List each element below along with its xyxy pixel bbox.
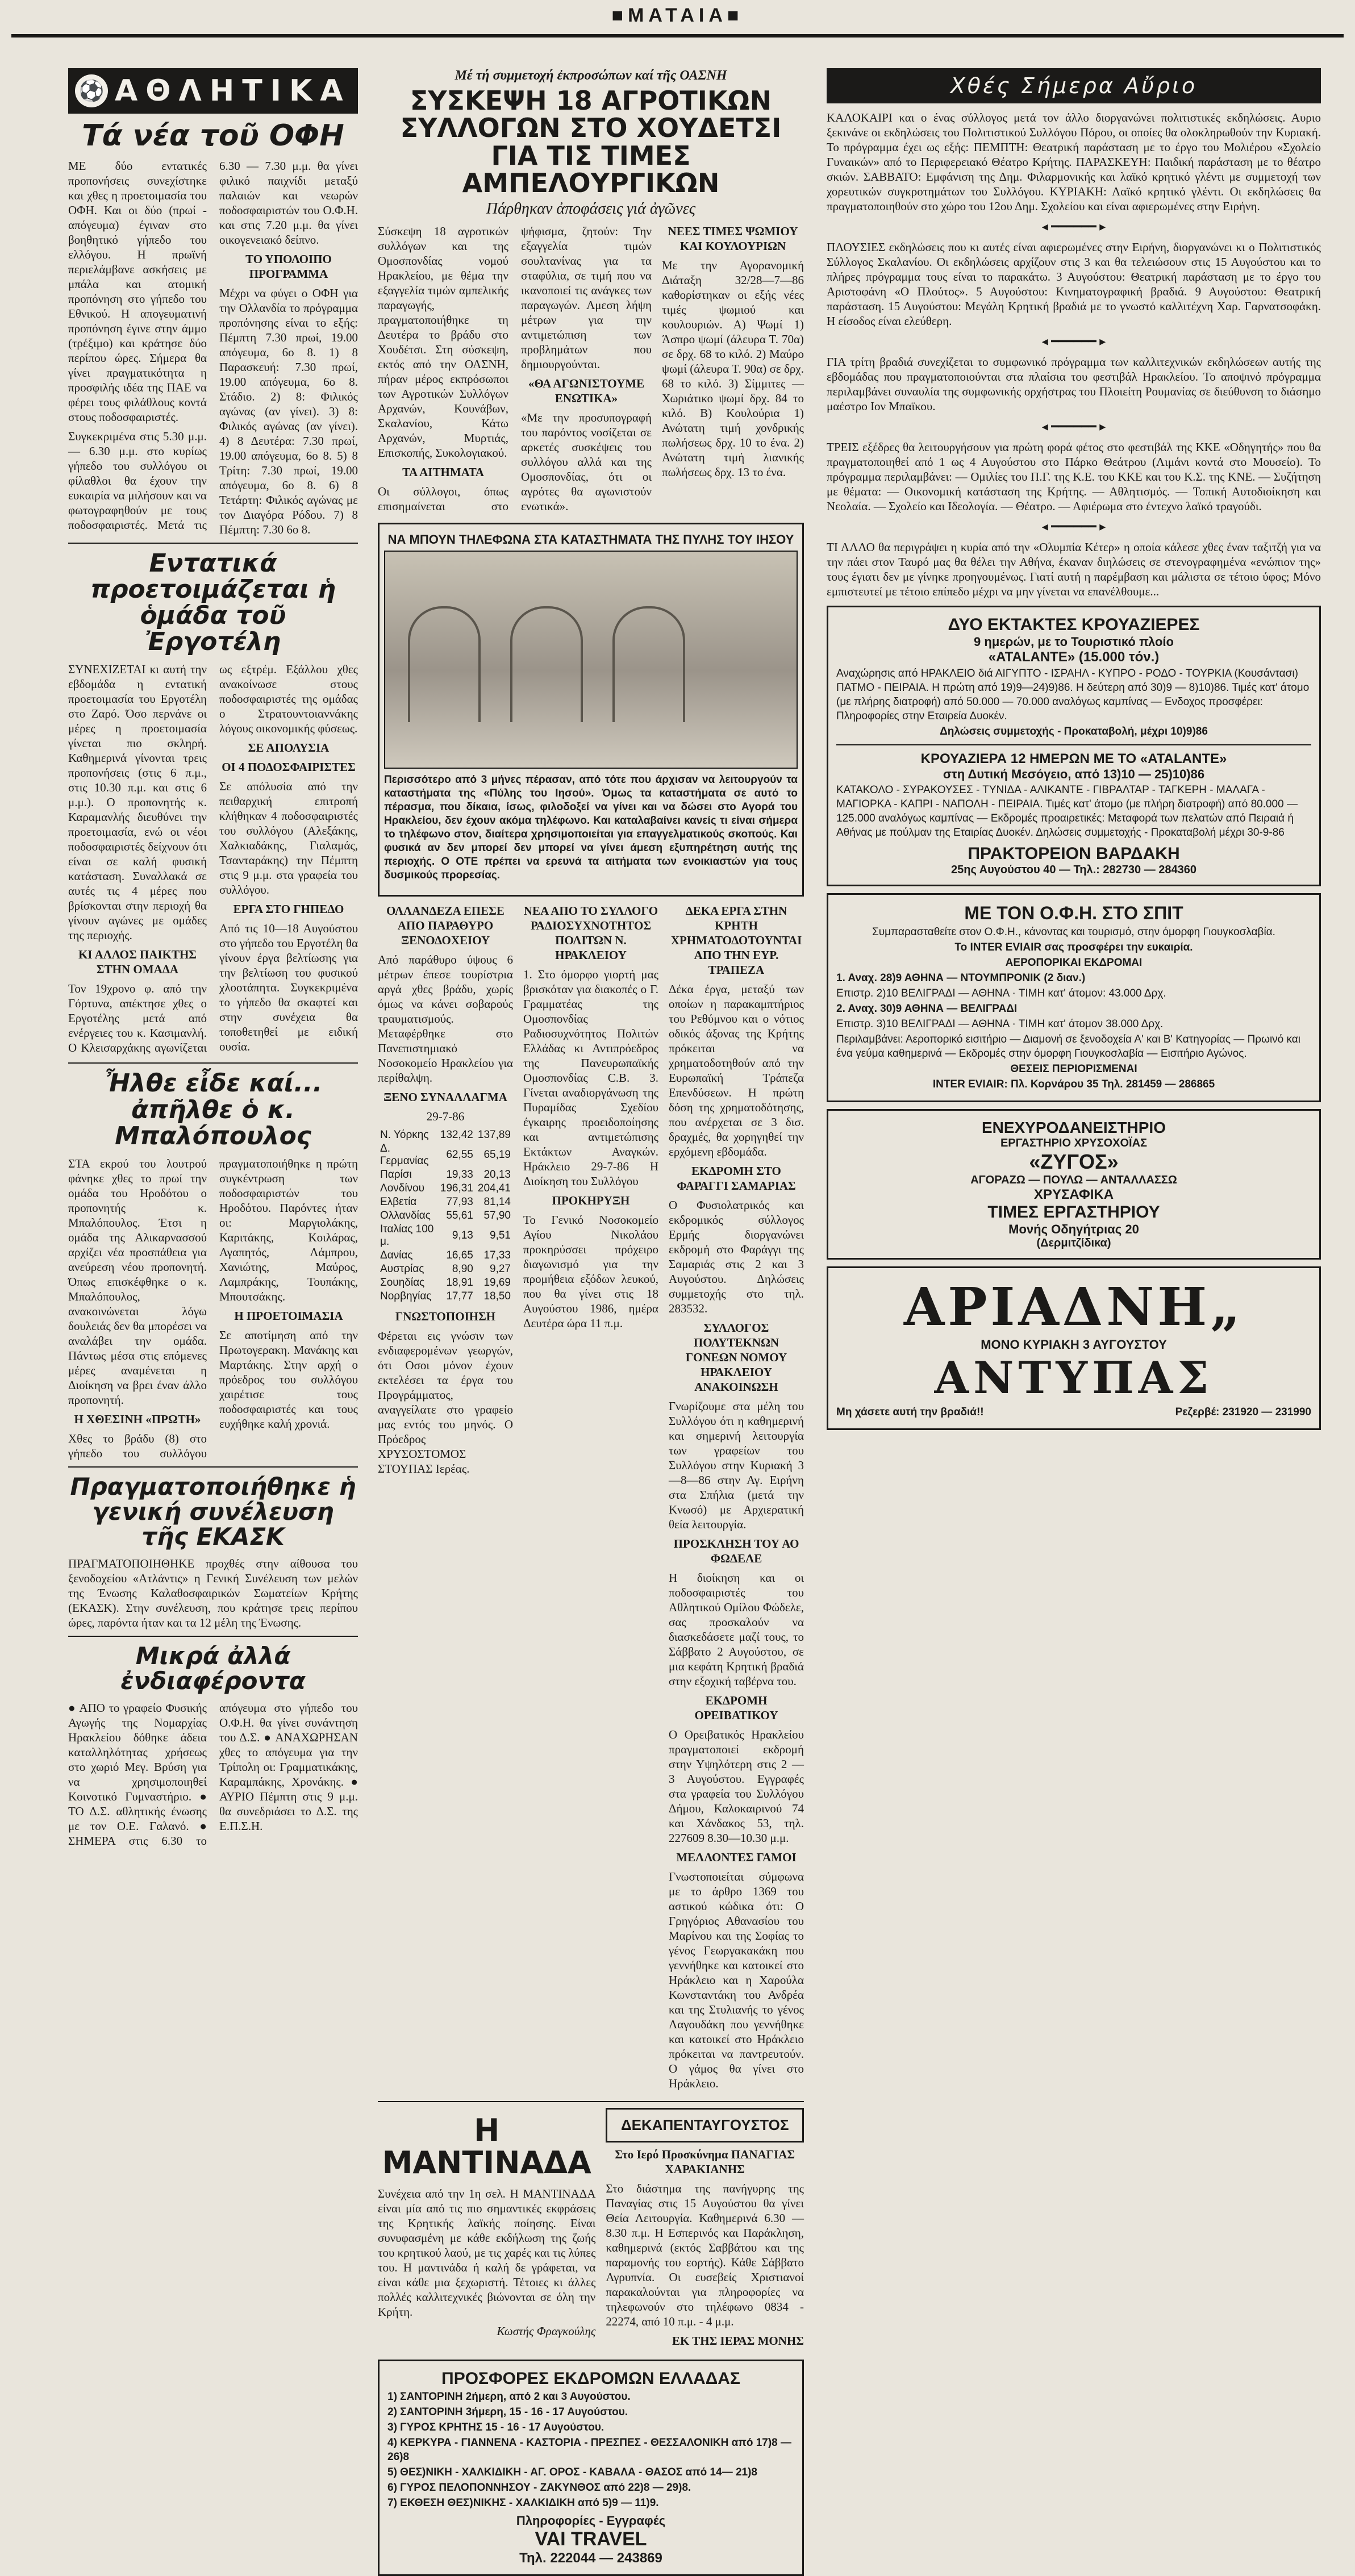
deka-text: Δέκα έργα, μεταξύ των οποίων η παρακαμπτήριος του Ρεθύμνου και ο νότιος οδικός άξονας της Κρήτης πρόκειται να χρηματοδοτηθούν από την Ευρωπαϊκή Τράπεζα Επενδύσεων. Η πρώτη δόση της χρηματοδότησης, που ανέρχεται σε 3 δισ. δραχμές, θα χορηγηθεί την ερχόμενη εβδομάδα. [669, 982, 804, 1159]
radio-title: ΝΕΑ ΑΠΟ ΤΟ ΣΥΛΛΟΓΟ ΡΑΔΙΟΣΥΧΝΟΤΗΤΟΣ ΠΟΛΙΤΩΝ Ν. ΗΡΑΚΛΕΙΟΥ [523, 904, 658, 962]
mantinada-author: Κωστής Φραγκούλης [497, 2324, 596, 2338]
fx-currency: Λονδίνου [380, 1182, 425, 1195]
ariadni-place: ΑΝΤΥΠΑΣ [934, 1352, 1214, 1404]
bread-prices-title: ΝΕΕΣ ΤΙΜΕΣ ΨΩΜΙΟΥ ΚΑΙ ΚΟΥΛΟΥΡΙΩΝ [668, 224, 798, 253]
fx-sell: 65,19 [483, 1149, 511, 1161]
fx-sell: 57,90 [483, 1210, 511, 1222]
vardaki-title: ΠΡΑΚΤΟΡΕΙΟΝ ΒΑΡΔΑΚΗ [968, 844, 1180, 863]
arch-shape [612, 606, 685, 722]
agency-phone: Τηλ. 222044 — 243869 [519, 2550, 662, 2566]
fx-sell: 18,50 [483, 1290, 511, 1303]
fx-sell: 19,69 [483, 1277, 511, 1289]
zygos-line-1: ΑΓΟΡΑΖΩ — ΠΟΥΛΩ — ΑΝΤΑΛΛΑΣΣΩ [970, 1174, 1177, 1186]
excursion-item: 4) ΚΕΡΚΥΡΑ - ΓΙΑΝΝΕΝΑ - ΚΑΣΤΟΡΙΑ - ΠΡΕΣΠΕΣ - ΘΕΣΣΑΛΟΝΙΚΗ από 17)8 — 26)8 [387, 2437, 792, 2464]
dekapenta-sub: Στο Ιερό Προσκύνημα ΠΑΝΑΓΙΑΣ ΧΑΡΑΚΙΑΝΗΣ [615, 2148, 795, 2177]
fx-currency: Παρίσι [380, 1169, 412, 1181]
fx-sell: 17,33 [483, 1249, 511, 1262]
middle-left-stack [378, 903, 513, 2095]
radio-text: 1. Στο όμορφο γιορτή μας βρισκόταν για διακοπές ο Γ. Γραμματέας της Ομοσπονδίας Ραδιοσυχνότητος Πολιτών Ελλάδας κι Αντιπρόεδρος της Πανευρωπαϊκής Ομοσπονδίας C.B. 3. Γίνεται αναδιοργάνωση της Πυραμίδας Σχεδίου έγκαιρης προειδοποίησης και αντιμετώπισης Εκτάκτων Αναγκών. Ηράκλειο 29-7-86 Η Διοίκηση του Συλλόγου [523, 968, 658, 1189]
zygos-line-3: ΤΙΜΕΣ ΕΡΓΑΣΤΗΡΙΟΥ [987, 1203, 1160, 1222]
middle-center-stack [523, 903, 658, 2095]
fx-row [378, 1249, 513, 1262]
zygos-ad [827, 1109, 1321, 1260]
today-text-4: ΤΡΕΙΣ εξέδρες θα λειτουργήσουν για πρώτη φορά φέτος στο φεστιβάλ της ΚΚΕ «Οδηγητής» που θα πραγματοποιηθεί από 1 ως 4 Αυγούστου στο Πάρκο Θεάτρου (Λιμάνι κοντά στο Μουσείο). Το πρόγραμμα περιλαμβάνει: — Ομιλίες του Π.Γ. της Κ.Ε. του ΚΚΕ και του Κ.Σ. της ΚΝΕ. — Συζήτηση με θέματα: — Οικονομική κατάσταση της Κρήτης. — Αθλητισμός. — Τοπική Αυτοδιοίκηση και Νεολαία. — Σχολείο και Ιδεολογία. — Θέατρο. — Αφιέρωμα στο έντεχνο λαϊκό τραγούδι. [827, 440, 1321, 513]
fx-row [378, 1209, 513, 1223]
lead-headline: ΣΥΣΚΕΨΗ 18 ΑΓΡΟΤΙΚΩΝ ΣΥΛΛΟΓΩΝ ΣΤΟ ΧΟΥΔΕΤΣΙ ΓΙΑ ΤΙΣ ΤΙΜΕΣ ΑΜΠΕΛΟΥΡΓΙΚΩΝ [400, 85, 782, 198]
ofi-program-title: ΤΟ ΥΠΟΛΟΙΠΟ ΠΡΟΓΡΑΜΜΑ [245, 252, 332, 281]
middle-right-stack [669, 903, 804, 2095]
zygos-address: Μονής Οδηγήτριας 20 [1008, 1222, 1139, 1236]
baldoupoulos-article [68, 1156, 358, 1461]
divider-arrows-icon: ◂ ━━━━━━ ▸ [1041, 419, 1106, 433]
split-offer: Το INTER EVIAIR σας προσφέρει την ευκαιρία. [954, 941, 1193, 953]
ariadni-ad [827, 1266, 1321, 1430]
fx-currency: Αυστρίας [380, 1263, 424, 1276]
today-text-2: ΠΛΟΥΣΙΕΣ εκδηλώσεις που κι αυτές είναι αφιερωμένες στην Ειρήνη, διοργανώνει κι ο Πολιτιστικός Σύλλογος Σκαλανίου. Οι εκδηλώσεις αρχίζουν στις 3 και θα τελειώσουν στις 15 Αυγούστου και το πλήρες πρόγραμμα τους είναι το παρακάτω. 3 Αυγούστου: Θεατρική παράσταση με το έργο του Αριστοφάνη «Ο Πλούτος». 5 Αυγούστου: Κινηματογραφική βραδιά. 9 Αυγούστου: Θεατρική παράσταση. 15 Αυγούστου: Μεγάλη Κρητική βραδιά με το γνωστό καλλιτέχνη Χαρ. Γαρνατσοφάκη. Η είσοδος είναι ελεύθερη. [827, 240, 1321, 328]
ariadni-tagline: Μη χάσετε αυτή την βραδιά!! [836, 1406, 984, 1418]
fx-row [378, 1142, 513, 1168]
fx-buy: 9,13 [452, 1229, 473, 1242]
excursions-info: Πληροφορίες - Εγγραφές [516, 2514, 666, 2528]
arch-shape [408, 606, 481, 722]
fx-row [378, 1276, 513, 1290]
lead-kicker: Μέ τή συμμετοχή ἐκπροσώπων καί τῆς ΟΑΣΝΗ [455, 68, 727, 83]
ariadni-sub: ΜΟΝΟ ΚΥΡΙΑΚΗ 3 ΑΥΓΟΥΣΤΟΥ [981, 1337, 1167, 1352]
sports-column [68, 68, 358, 2010]
proetoimasia-title: Η ΠΡΟΕΤΟΙΜΑΣΙΑ [234, 1308, 343, 1323]
cruises-ship: «ATALANTE» (15.000 τόν.) [988, 649, 1160, 665]
excursions-title: ΠΡΟΣΦΟΡΕΣ ΕΚΔΡΟΜΩΝ ΕΛΛΑΔΑΣ [441, 2369, 740, 2389]
excursion-item: 3) ΓΥΡΟΣ ΚΡΗΤΗΣ 15 - 16 - 17 Αυγούστου. [387, 2421, 604, 2434]
aitimata-title: ΤΑ ΑΙΤΗΜΑΤΑ [402, 465, 484, 480]
dekapenta-title: ΔΕΚΑΠΕΝΤΑΥΓΟΥΣΤΟΣ [620, 2116, 789, 2134]
gnosto-text: Φέρεται εις γνώσιν των ενδιαφερομένων γεωργών, ότι Οσοι μόνον έχουν εκτελέσει τα έργα του Προγράμματος, αναγγείλατε στο γραφείο μας εντός του μηνός. Ο Πρόεδρος ΧΡΥΣΟΣΤΟΜΟΣ ΣΤΟΥΠΑΣ Ιερέας. [378, 1329, 513, 1476]
fx-sell: 204,41 [477, 1182, 511, 1195]
mantinada-headline: Η ΜΑΝΤΙΝΑΔΑ [382, 2112, 591, 2181]
zygos-title-2: ΕΡΓΑΣΤΗΡΙΟ ΧΡΥΣΟΧΟΪΑΣ [1000, 1137, 1148, 1149]
apolysis-text: Σε απόλυσία από την πειθαρχική επιτροπή κλήθηκαν 4 ποδοσφαιριστές του συλλόγου (Αλεξάκης, Χαλκιαδάκης, Γιαλαμάς, Τσανταράκης) την Πέμπτη στις 9 μ.μ. στα γραφεία του συλλόγου. [219, 780, 358, 897]
photo-caption: Περισσότερο από 3 μήνες πέρασαν, από τότε που άρχισαν να λειτουργούν τα καταστήματα της «Πύλης του Ιησού». Όμως τα καταστήματα σε αυτό το πέρασμα, που δίκαια, ίσως, φιλοδοξεί να γίνει και να δώσει στο Αγορά του Ηρακλείου, δεν έχουν ακόμα τηλέφωνο. Και καταλαβαίνει κανείς τι είναι σήμερα το τηλέφωνο στον, διαίτερα χρησιμοποιείται για επαγγελματικούς σκοπούς. Και φυσικά αν δεν μπορεί δεν μπορεί να γίνει άμεση εξυπηρέτηση αυτής της περιοχής. Ο ΟΤΕ πρέπει να ερευνά τα αιτήματα των ενοικιαστών για τους δυσμικούς προρεσίας. [384, 774, 798, 882]
ofi-article [68, 159, 358, 537]
excursions-list [387, 2390, 794, 2510]
split-route-2: 2. Αναχ. 30)9 ΑΘΗΝΑ — ΒΕΛΙΓΡΑΔΙ [836, 1003, 1018, 1015]
today-banner: Χθές Σήμερα Αὔριο [827, 68, 1321, 103]
cruises-title: ΔΥΟ ΕΚΤΑΚΤΕΣ ΚΡΟΥΑΖΙΕΡΕΣ [948, 615, 1200, 634]
masthead: ■ΜΑΤΑΙΑ■ [611, 5, 744, 26]
ofi-text-2: Συγκεκριμένα στις 5.30 μ.μ.— 6.30 μ.μ. στο κυρίως γήπεδο του συλλόγου οι φίλαθλοι θα έχουν την ευκαιρία να μιλήσουν και να φωτογραφηθούν με τους ποδοσφαιριστές. Μετά τις 6.30 — 7.30 μ.μ. θα γίνει φιλικό παιχνίδι μεταξύ παλαιών και νεωρών ποδοσφαιριστών του Ο.Φ.Η. και στις 7.20 μ.μ. θα γίνει οικογενειακό δείπνο. [68, 159, 358, 532]
fx-buy: 16,65 [446, 1249, 473, 1262]
proetoimasia-text: Σε αποτίμηση από την Πρωτογερακη. Μανάκης και Μαρτάκης. Στην αρχή ο πρόεδρος του συλλόγου χαιρέτισε τους ποδοσφαιριστές και τους ευχήθηκε καλή χρονιά. [219, 1328, 358, 1431]
excursion-item: 2) ΣΑΝΤΟΡΙΝΗ 3ήμερη, 15 - 16 - 17 Αυγούστου. [387, 2406, 628, 2419]
fx-date: 29-7-86 [426, 1110, 465, 1124]
sports-banner [68, 68, 358, 114]
prokirixi-title: ΠΡΟΚΗΡΥΞΗ [552, 1194, 630, 1208]
samaria-text: Ο Φυσιολατρικός και εκδρομικός σύλλογος Ερμής διοργανώνει εκδρομή στο Φαράγγι της Σαμαριάς στις 2 και 3 Αυγούστου. Δηλώσεις συμμετοχής στο τηλ. 283532. [669, 1198, 804, 1316]
sports-banner-title: ΑΘΛΗΤΙΚΑ [115, 74, 351, 108]
excursion-item: 6) ΓΥΡΟΣ ΠΕΛΟΠΟΝΝΗΣΟΥ - ΖΑΚΥΝΘΟΣ από 22)8 — 29)8. [387, 2482, 691, 2494]
right-column [827, 68, 1321, 2010]
fx-buy: 196,31 [440, 1182, 473, 1195]
mantinada-article [378, 2108, 595, 2353]
fx-currency: Ν. Υόρκης [380, 1129, 429, 1141]
fx-sell: 137,89 [477, 1129, 511, 1141]
gnosto-title: ΓΝΩΣΤΟΠΟΙΗΣΗ [395, 1310, 496, 1324]
prokirixi-text: Το Γενικό Νοσοκομείο Αγίου Νικολάου προκηρύσσει πρόχειρο διαγωνισμό για την προμήθεια εξόδων λευκού, που θα γίνει στις 18 Αυγούστου 1986, ημέρα Δευτέρα ώρα 11 π.μ. [523, 1213, 658, 1331]
fx-buy: 132,42 [440, 1129, 473, 1141]
excursion-item: 5) ΘΕΣ)ΝΙΚΗ - ΧΑΛΚΙΔΙΚΗ - ΑΓ. ΟΡΟΣ - ΚΑΒΑΛΑ - ΘΑΣΟΣ από 14— 21)8 [387, 2466, 758, 2479]
zygos-name: «ΖΥΓΟΣ» [1029, 1150, 1119, 1173]
header-rule [11, 34, 1344, 37]
divider [68, 1062, 358, 1064]
today-text-5: ΤΙ ΑΛΛΟ θα περιγράψει η κυρία από την «Ολυμπία Κέτερ» η οποία κάλεσε χθες έναν ταξιτζή για να την πάει στον Ταυρό μας θα θέλει την Αθήνα, έκαναν διηλώσεις σε στενογραφημένα «ενώπιον της» τους έγιατι δεν με γίνηκε προηγουμένως. Γιατί αυτή η παρέμβαση και μάλιστα σε τέτοιο ύφος; Μόνο εμπιστευτεί με τέτοιο επίπεδο μέχρι να μην γίνεται να επανέλθουμε... [827, 540, 1321, 598]
split-seats: ΘΕΣΕΙΣ ΠΕΡΙΟΡΙΣΜΕΝΑΙ [1010, 1063, 1137, 1075]
ergotelis-more-title: ΚΙ ΑΛΛΟΣ ΠΑΙΚΤΗΣ ΣΤΗΝ ΟΜΑΔΑ [78, 948, 197, 977]
apolysis-sub: ΟΙ 4 ΠΟΔΟΣΦΑΙΡΙΣΤΕΣ [222, 760, 356, 774]
fx-sell: 9,27 [490, 1263, 511, 1276]
split-note: Περιλαμβάνει: Αεροπορικό εισιτήριο — Διαμονή σε ξενοδοχεία Α' και Β' Κατηγορίας — Πρωινό και ένα γεύμα καθημερινά — Εκδρομές στην όμορφη Γιουγκοσλαβία — Εισιτήριο Αγώνος. [836, 1033, 1300, 1060]
gamoi-text: Γνωστοποιείται σύμφωνα με το άρθρο 1369 του αστικού κώδικα ότι: Ο Γρηγόριος Αθανασίου του Μαρίνου και της Σοφίας το γένος Γεωργακακάκη που γεννήθηκε και κατοικεί στο Ηράκλειο και η Χαρούλα Κωνσταντάκη του Ανδρέα και της Στυλιανής το γένος Λαγουδάκη που γεννήθηκε και κατοικεί στο Ηράκλειο πρόκειται να παντρευτούν. Ο γάμος θα γίνει στο Ηράκλειο. [669, 1870, 804, 2091]
lead-text: Σύσκεψη 18 αγροτικών συλλόγων και της Ομοσπονδίας νομού Ηρακλείου, με θέμα την εξαγγελία τιμών αμπελικής παραγωγής, πραγματοποιήθηκε τη Δευτέρα το βράδυ στο Χουδέτσι. Στη σύσκεψη, εκτός από την ΟΑΣΝΗ, πήραν μέρος εκπρόσωποι των Αγροτικών Συλλόγων Αρχανών, Κουνάβων, Σκαλανίου, Κάτω Αρχανών, Μυρτιάς, Επισκοπής, Συκολογιακού. [378, 224, 508, 460]
cruise12-sub: στη Δυτική Μεσόγειο, από 13)10 — 25)10)86 [943, 767, 1205, 781]
fx-sell: 9,51 [490, 1229, 511, 1242]
fx-row [378, 1290, 513, 1303]
syllogos-title: ΣΥΛΛΟΓΟΣ ΠΟΛΥΤΕΚΝΩΝ ΓΟΝΕΩΝ ΝΟΜΟΥ ΗΡΑΚΛΕΙΟΥ ΑΝΑΚΟΙΝΩΣΗ [685, 1321, 787, 1394]
ariadni-name: ΑΡΙΑΔΝΗ„ [903, 1276, 1244, 1337]
fx-row [378, 1128, 513, 1142]
baldoupoulos-text: ΣΤΑ εκρού του λουτρού φάνηκε χθες το πρωί την ομάδα του Ηροδότου ο προπονητής κ. Μπαλόπουλος. Έτσι η ομάδα της Αλικαρνασσού αρχίζει νέα προσπάθεια για ανεύρεση νέου προπονητή. Όπως επισκέφθηκε ο κ. Μπαλόπουλος, ανακοινώνεται λόγω δουλειάς δεν θα μπορέσει να αναλάβει την ομάδα. Πάντως μέσα στις επόμενες μέρες αναμένεται η Διοίκηση να βρει έναν άλλο προπονητή. [68, 1156, 207, 1407]
mantinada-text: Συνέχεια από την 1η σελ. Η ΜΑΝΤΙΝΑΔΑ είναι μία από τις πιο σημαντικές εκφράσεις της Κρητικής λαϊκής ποίησης. Είναι συνυφασμένη με κάθε εκδήλωση της ζωής του κρητικού λαού, με τις χαρές και τις λύπες του. Η μαντινάδα ή καλή δε γράφεται, να είναι κάθε μια ξεχωριστή. Τέτοιες κι άλλες πολλές καλλιτεχνικές βιώνονται σε όλη την Κρήτη. [378, 2186, 596, 2319]
oreivatikos-text: Ο Ορειβατικός Ηρακλείου πραγματοποιεί εκδρομή στην Υψηλότερη στις 2 — 3 Αυγούστου. Εγγραφές στα γραφεία του Συλλόγου Δήμου, Καλοκαιρινού 74 και Χάνδακος 53, τηλ. 227609 8.30—10.30 μ.μ. [669, 1728, 804, 1845]
fx-buy: 55,61 [446, 1210, 473, 1222]
excursions-ad [378, 2360, 804, 2576]
cruise12-text: ΚΑΤΑΚΟΛΟ - ΣΥΡΑΚΟΥΣΕΣ - ΤΥΝΙΔΑ - ΑΛΙΚΑΝΤΕ - ΓΙΒΡΑΛΤΑΡ - ΤΑΓΚΕΡΗ - ΜΑΛΑΓΑ - ΜΑΓΙΟΡΚΑ - ΚΑΠΡΙ - ΝΑΠΟΛΗ - ΠΕΙΡΑΙΑ. Τιμές κατ' άτομο (με πλήρη διατροφή) από 80.000 — 125.000 αναλόγως καμπίνας — Εκδρομές προαιρετικές: Μεταφορά των πελατών από Πειραιά ή Αθήνας με πούλμαν της Εταιρίας Δυοκέν. Δηλώσεις συμμετοχής - Προκαταβολή μέχρι 30-9-86 [836, 784, 1298, 839]
mikra-text: ● ΑΠΟ το γραφείο Φυσικής Αγωγής της Νομαρχίας Ηρακλείου δόθηκε άδεια καταλληλότητας χρήσεως στο χωριό Μεγ. Βρύση για να χρησιμοποιηθεί Κοινοτικό Γυμναστήριο. ● ΤΟ Δ.Σ. αθλητικής ένωσης με τον Ο.Ε. Γαλανό. ● ΣΗΜΕΡΑ στις 6.30 το απόγευμα στο γήπεδο του Ο.Φ.Η. θα γίνει συνάντηση του Δ.Σ. ● ΑΝΑΧΩΡΗΣΑΝ χθες το απόγευμα για την Τρίπολη οι: Γραμματικάκης, Καραμπάκης, Χρονάκης. ● ΑΥΡΙΟ Πέμπτη στις 9 μ.μ. θα συνεδριάσει το Δ.Σ. της Ε.Π.Σ.Η. [68, 1701, 358, 1848]
prosklisi-text: Η διοίκηση και οι ποδοσφαιριστές του Αθλητικού Ομίλου Φώδελε, σας προσκαλούν να διασκεδάσετε μαζί τους, το Σάββατο 2 Αυγούστου, σε μια κεφάτη Κρητική βραδιά στην εξοχική ταβέρνα του. [669, 1571, 804, 1689]
fx-row [378, 1223, 513, 1249]
fx-currency: Δανίας [380, 1249, 413, 1262]
fx-row [378, 1195, 513, 1209]
split-route-2b: Επιστρ. 3)10 ΒΕΛΙΓΡΑΔΙ — ΑΘΗΝΑ · ΤΙΜΗ κατ' άτομον 38.000 Δρχ. [836, 1018, 1164, 1030]
bread-prices-text: Με την Αγορανομική Διάταξη 32/28—7—86 καθορίστηκαν οι εξής νέες τιμές ψωμιού και κουλουριών. Α) Ψωμί 1) Άσπρο ψωμί (άλευρα Τ. 70α) σε δρχ. 68 το κιλό. 2) Μαύρο ψωμί (άλευρα Τ. 90α) σε δρχ. 68 το κιλό. 3) Σίμμιτες — Χωριάτικο ψωμί δρχ. 84 το κιλό. Β) Κουλούρια 1) Ανώτατη τιμή χονδρικής πωλήσεως δρχ. 10 το ένα. 2) Ανώτατη τιμή λιανικής πωλήσεως δρχ. 13 το ένα. [662, 259, 804, 480]
zygos-title-1: ΕΝΕΧΥΡΟΔΑΝΕΙΣΤΗΡΙΟ [981, 1119, 1166, 1136]
fx-currency: Σουηδίας [380, 1277, 425, 1289]
arch-shape [510, 606, 583, 722]
today-text-1: ΚΑΛΟΚΑΙΡΙ και ο ένας σύλλογος μετά τον άλλο διοργανώνει πολιτιστικές εκδηλώσεις. Αυριο ξεκινάνε οι εκδηλώσεις του Πολιτιστικού Συλλόγου Πόρου, οι οποίες θα ολοκληρωθούν την Κυριακή. Το πρόγραμμα έχει ως εξής: ΠΕΜΠΤΗ: Θεατρική παράσταση με το έργο του Μολιέρου «Σχολείο Γυναικών» από το Περιφερειακό Θέατρο Κρήτης. ΠΑΡΑΣΚΕΥΗ: Παιδική παράσταση με το θέατρο σκιών. ΣΑΒΒΑΤΟ: Εμφάνιση της Δημ. Φιλαρμονικής και λαϊκό κρητικό γλέντι με συμμετοχή των χορευτικών συγκροτημάτων του Συλλόγου. ΚΥΡΙΑΚΗ: Λαϊκό κρητικό γλέντι. Οι εκδηλώσεις θα πραγματοποιηθούν στο χώρο του 12ου Δημ. Σχολείου και είναι αφιερωμένες στην Ειρήνη. [827, 111, 1321, 213]
football-icon: ⚽ [75, 74, 108, 107]
cruise12-title: ΚΡΟΥΑΖΙΕΡΑ 12 ΗΜΕΡΩΝ ΜΕ ΤΟ «ATALANTE» [920, 751, 1227, 766]
shops-photo [384, 551, 798, 769]
excursion-item: 7) ΕΚΘΕΣΗ ΘΕΣ)ΝΙΚΗΣ - ΧΑΛΚΙΔΙΚΗ από 5)9 — 11)9. [387, 2497, 659, 2510]
ekask-headline: Πραγματοποιήθηκε ἡ γενική συνέλευση τῆς ΕΚΑΣΚ [70, 1472, 356, 1551]
news-column [378, 68, 804, 2566]
split-route-1: 1. Αναχ. 28)9 ΑΘΗΝΑ — ΝΤΟΥΜΠΡΟΝΙΚ (2 διαν.) [836, 972, 1086, 984]
fx-currency: Ελβετία [380, 1196, 417, 1208]
mikra-article [68, 1700, 358, 1848]
fx-currency: Νορβηγίας [380, 1290, 432, 1303]
ergotelis-headline: Εντατικά προετοιμάζεται ἡ ὁμάδα τοῦ Ἐργοτέλη [90, 548, 336, 657]
split-sub: Συμπαρασταθείτε στον Ο.Φ.Η., κάνοντας και τουρισμό, στην όμορφη Γιουγκοσλαβία. [872, 926, 1275, 938]
today-text-3: ΓΙΑ τρίτη βραδιά συνεχίζεται το συμφωνικό πρόγραμμα των καλλιτεχνικών εκδηλώσεων αυτής της εβδομάδας που πραγματοποιούνται στα πλαίσια του φεστιβάλ Ηρακλείου. Το αποψινό πρόγραμμα περιλαμβάνει συναυλία της συμφωνικής ορχήστρας του Πλοιείτη Ρουμανίας σε διεύθυνση το διάσημο μαέστρο Ιον Μπαϊκου. [827, 355, 1321, 413]
fx-buy: 77,93 [446, 1196, 473, 1208]
divider-arrows-icon: ◂ ━━━━━━ ▸ [1041, 219, 1106, 234]
protin-title: Η ΧΘΕΣΙΝΗ «ΠΡΩΤΗ» [74, 1412, 201, 1426]
telephones-box [378, 523, 804, 897]
divider-arrows-icon: ◂ ━━━━━━ ▸ [1041, 334, 1106, 348]
bread-prices-article [662, 224, 804, 516]
lead-subhead: Πάρθηκαν ἀποφάσεις γιά ἀγῶνες [486, 200, 696, 218]
ekask-text: ΠΡΑΓΜΑΤΟΠΟΙΗΘΗΚΕ προχθές στην αίθουσα του ξενοδοχείου «Ατλάντις» η Γενική Συνέλευση των μελών της Ένωσης Καλαθοσφαιρικών Σωματείων Κρήτης (ΕΚΑΣΚ). Στην συνέλευση, που κράτησε τρεις περίπου ώρες, παρόντα ήταν και τα 12 μέλη της Ένωσης. [68, 1557, 358, 1630]
hotel-title: ΟΛΛΑΝΔΕΖΑ ΕΠΕΣΕ ΑΠΟ ΠΑΡΑΘΥΡΟ ΞΕΝΟΔΟΧΕΙΟΥ [386, 904, 505, 948]
agonistikes-title: «ΘΑ ΑΓΩΝΙΣΤΟΥΜΕ ΕΝΩΤΙΚΑ» [528, 377, 645, 406]
prosklisi-title: ΠΡΟΣΚΛΗΣΗ ΤΟΥ ΑΟ ΦΩΔΕΛΕ [673, 1537, 799, 1566]
fx-row [378, 1182, 513, 1195]
lead-article [378, 224, 652, 516]
cruises-text: Αναχώρησις από ΗΡΑΚΛΕΙΟ διά ΑΙΓΥΠΤΟ - ΙΣΡΑΗΛ - ΚΥΠΡΟ - ΡΟΔΟ - ΤΟΥΡΚΙΑ (Κουσάντασι) ΠΑΤΜΟ - ΠΕΙΡΑΙΑ. Η πρώτη από 19)9—24)9)86. Η δεύτερη από 30)9 — 8)10)86. Τιμές κατ' άτομο (με πλήρης διατροφή) από 50.000 — 70.000 αναλόγως καμπίνας — Ενδοχος προσφέρει: Πληροφορίες στην Εταιρεία Δυοκέν. [836, 668, 1310, 722]
fx-sell: 20,13 [483, 1169, 511, 1181]
fx-currency: Δ. Γερμανίας [380, 1143, 429, 1168]
ergo-gipedo-text: Από τις 10—18 Αυγούστου στο γήπεδο του Εργοτέλη θα γίνουν έργα βελτίωσης για την βελτίωση του φυσικού χλοοτάπητα. Συγκεκριμένα το γήπεδο θα σκαφτεί και στην συνέχεια θα τοποθετηθεί με ειδική ουσία. [219, 922, 358, 1054]
aitimata-text: Οι σύλλογοι, όπως επισημαίνεται στο ψήφισμα, ζητούν: Την εξαγγελία τιμών σουλτανίνας για τα σταφύλια, σε τιμή που να ικανοποιεί τις ανάγκες των παραγωγών. Αμεση λήψη μέτρων για την αντιμετώπιση των προβλημάτων που δημιουργούνται. [378, 224, 652, 514]
fx-row [378, 1262, 513, 1276]
split-contact: INTER EVIAIR: Πλ. Κορνάρου 35 Τηλ. 281459 — 286865 [932, 1078, 1215, 1090]
excursion-item: 1) ΣΑΝΤΟΡΙΝΗ 2ήμερη, από 2 και 3 Αυγούστου. [387, 2391, 631, 2403]
ofi-program: Μέχρι να φύγει ο ΟΦΗ για την Ολλανδία το πρόγραμμα προπόνησης είναι το εξής: Πέμπτη 7.30 πρωί, 19.00 απόγευμα, 6ο 8. 1) 8 Παρασκευή: 7.30 πρωί, 19.00 απόγευμα, 6ο 8. Στάδιο. 2) 8: Φιλικός αγώνας (αν γίνει). 3) 8: Φιλικός αγώνας (αν γίνει). 4) 8 Δευτέρα: 7.30 πρωί, 19.00 απόγευμα, 6ο 8. 5) 8 Τρίτη: 7.30 πρωί, 19.00 απόγευμα, 6ο 8. 6) 8 Τετάρτη: Φιλικός αγώνας με τον Διαγόρα Ρόδου. 7) 8 Πέμπτη: 7.30 6ο 8. [219, 286, 358, 536]
cruises-sub: 9 ημερών, με το Τουριστικό πλοίο [974, 635, 1174, 649]
split-kind: ΑΕΡΟΠΟΡΙΚΑΙ ΕΚΔΡΟΜΑΙ [1005, 957, 1143, 969]
agonistikes-text: «Με την προσυπογραφή του παρόντος νοσίζεται σε αρκετές συσκέψεις του συλλόγου αλλά και της Ομοσπονδίας, ότι οι αγρότες θα αγωνιστούν ενωτικά». [521, 411, 652, 514]
baldoupoulos-headline: Ἦλθε εἶδε καί... ἀπῆλθε ὁ κ. Μπαλόπουλος [103, 1069, 323, 1151]
fx-row [378, 1168, 513, 1182]
deka-title: ΔΕΚΑ ΕΡΓΑ ΣΤΗΝ ΚΡΗΤΗ ΧΡΗΜΑΤΟΔΟΤΟΥΝΤΑΙ ΑΠΟ ΤΗΝ ΕΥΡ. ΤΡΑΠΕΖΑ [670, 904, 802, 977]
zygos-address-2: (Δερμιτζίδικα) [1036, 1237, 1111, 1249]
telephones-title: ΝΑ ΜΠΟΥΝ ΤΗΛΕΦΩΝΑ ΣΤΑ ΚΑΤΑΣΤΗΜΑΤΑ ΤΗΣ ΠΥΛΗΣ ΤΟΥ ΙΗΣΟΥ [387, 532, 794, 547]
divider [68, 1636, 358, 1637]
fx-sell: 81,14 [483, 1196, 511, 1208]
dekapenta-sign: ΕΚ ΤΗΣ ΙΕΡΑΣ ΜΟΝΗΣ [672, 2334, 804, 2348]
fx-title: ΞΕΝΟ ΣΥΝΑΛΛΑΓΜΑ [383, 1090, 507, 1104]
ofi-text: ΜΕ δύο εντατικές προπονήσεις συνεχίστηκε και χθες η προετοιμασία του ΟΦΗ. Και οι δύο (πρωί - απόγευμα) έγιναν στο βοηθητικό γήπεδο του ελλόγου. Η πρωϊνή περιελάμβανε ασκήσεις με μπάλα και ατομική προπόνηση στο γήπεδο του Εθνικού. Η απογευματινή προπόνηση έγινε στην άμμο (τρέξιμο) και κράτησε δύο περίπου ώρες. Σήμερα θα γίνει πραγματικότητα η προσφιλής ιδέα της ΠΑΕ να φέρει τους φιλάθλους κοντά στους ποδοσφαιριστές. [68, 159, 207, 424]
ofi-headline: Τά νέα τοῦ ΟΦΗ [82, 119, 344, 153]
split-route-1b: Επιστρ. 2)10 ΒΕΛΙΓΡΑΔΙ — ΑΘΗΝΑ · ΤΙΜΗ κατ' άτομον: 43.000 Δρχ. [836, 987, 1166, 999]
dekapenta-text: Στο διάστημα της πανήγυρης της Παναγίας στις 15 Αυγούστου θα γίνει Θεία Λειτουργία. Καθημερινά 6.30 — 8.30 π.μ. Η Εσπερινός και Παράκληση, καθημερινά (εκτός Σαββάτου και της παραμονής του εορτής). Κάθε Σάββατο Αγρυπνία. Οι ευσεβείς Χριστιανοί παρακαλούνται για πληροφορίες να τηλεφωνούν στο τηλέφωνο 0834 - 22274, από 10 π.μ. - 4 μ.μ. [606, 2182, 804, 2329]
mikra-headline: Μικρά ἀλλά ἐνδιαφέροντα [120, 1642, 306, 1695]
cruises-ad [827, 606, 1321, 886]
ergotelis-more: Τον 19χρονο φ. από την Γόρτυνα, απέκτησε χθες ο Εργοτέλης μετά από ενέργειες του κ. Κασιμανλή. Ο Κλεισαρχάκης αγωνίζεται ως εξτρέμ. Εξάλλου χθες ανακοίνωσε στους ποδοσφαιριστές της ομάδας ο Στρατουντοιαννάκης λόγους οικονομικής φύσεως. [68, 662, 358, 1055]
fx-buy: 62,55 [446, 1149, 473, 1161]
divider [836, 744, 1311, 745]
split-ad [827, 893, 1321, 1102]
ergo-gipedo-title: ΕΡΓΑ ΣΤΟ ΓΗΠΕΔΟ [233, 902, 344, 916]
split-title: ΜΕ ΤΟΝ Ο.Φ.Η. ΣΤΟ ΣΠΙΤ [964, 903, 1183, 923]
zygos-line-2: ΧΡΥΣΑΦΙΚΑ [1033, 1187, 1114, 1202]
dekapenta-article [606, 2108, 804, 2353]
oreivatikos-title: ΕΚΔΡΟΜΗ ΟΡΕΙΒΑΤΙΚΟΥ [694, 1694, 778, 1723]
divider [68, 543, 358, 544]
ariadni-phone: Ρεζερβέ: 231920 — 231990 [1175, 1406, 1311, 1418]
agency-name: VAI TRAVEL [535, 2528, 647, 2550]
fx-table [378, 1128, 513, 1303]
fx-currency: Ολλανδίας [380, 1210, 431, 1222]
fx-buy: 18,91 [446, 1277, 473, 1289]
apolysis-title: ΣΕ ΑΠΟΛΥΣΙΑ [248, 741, 330, 755]
ergotelis-article [68, 662, 358, 1057]
fx-buy: 8,90 [452, 1263, 473, 1276]
syllogos-text: Γνωρίζουμε στα μέλη του Συλλόγου ότι η καθημερινή και σημερινή λειτουργία των γραφείων του Συλλόγου στην Κυριακή 3—8—86 στην Αγ. Ειρήνη στα Σπήλια (μετά την Κνωσό) με Αρχιερατική θεία λειτουργία. [669, 1399, 804, 1532]
vardaki-address: 25ης Αυγούστου 40 — Τηλ.: 282730 — 284360 [950, 864, 1196, 876]
samaria-title: ΕΚΔΡΟΜΗ ΣΤΟ ΦΑΡΑΓΓΙ ΣΑΜΑΡΙΑΣ [677, 1164, 796, 1193]
protin-text: Χθες το βράδυ (8) στο γήπεδο του συλλόγου πραγματοποιήθηκε η πρώτη συγκέντρωση των ποδοσφαιριστών του Ηροδότου. Παρόντες ήταν οι: Μαργιολάκης, Καριτάκης, Κοιλάρας, Αγαπητός, Λάμπρου, Χανιώτης, Μαύρος, Λαμπράκης, Τουπάκης, Μπουτσάκης. [68, 1156, 358, 1460]
divider [378, 2101, 804, 2102]
ergotelis-text: ΣΥΝΕΧΙΖΕΤΑΙ κι αυτή την εβδομάδα η εντατική προετοιμασία του Εργοτέλη στο Ζαρό. Όσο περνάνε οι μέρες η προετοιμασία γίνεται πιο σκληρή. Καθημερινά γίνονται τρεις προπονήσεις (στις 6 π.μ., στις 10.30 π.μ. και στις 6 μ.μ.). Ο προπονητής κ. Καραμανλής διευθύνει την προετοιμασία, ενώ οι νέοι ποδοσφαιριστές δείχνουν ότι είναι σε καλή φυσική κατάσταση. Συναλλακά σε αυτές τις 4 μέρες που βρίσκονται στην περιοχή θα γίνουν αγώνες με ομάδες της περιοχής. [68, 662, 207, 943]
fx-buy: 19,33 [446, 1169, 473, 1181]
divider-arrows-icon: ◂ ━━━━━━ ▸ [1041, 519, 1106, 533]
fx-buy: 17,77 [446, 1290, 473, 1303]
gamoi-title: ΜΕΛΛΟΝΤΕΣ ΓΑΜΟΙ [676, 1850, 797, 1865]
fx-currency: Ιταλίας 100 μ. [380, 1223, 434, 1248]
hotel-text: Από παράθυρο ύψους 6 μέτρων έπεσε τουρίστρια αργά χθες βράδυ, χωρίς όμως να κάνει σοβαρούς τραυματισμούς. Μεταφέρθηκε στο Πανεπιστημιακό Νοσοκομείο Ηρακλείου για περίθαλψη. [378, 953, 513, 1085]
cruises-apply: Δηλώσεις συμμετοχής - Προκαταβολή, μέχρι 10)9)86 [940, 726, 1208, 737]
divider [68, 1466, 358, 1468]
